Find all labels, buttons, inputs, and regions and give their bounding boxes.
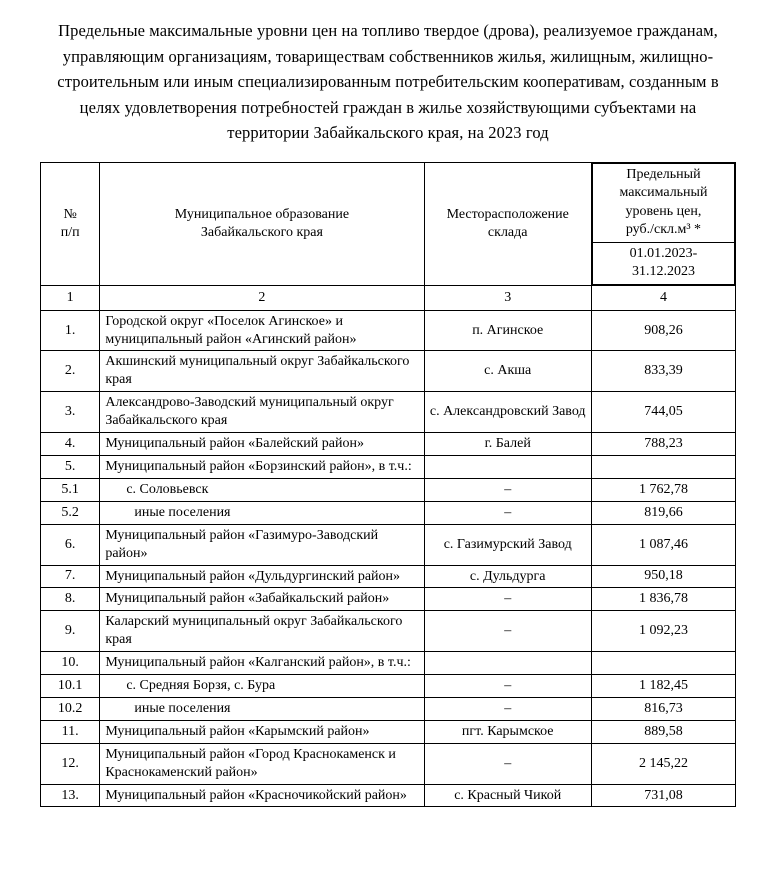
column-number-row bbox=[41, 285, 736, 310]
row-number: 11. bbox=[41, 720, 100, 743]
table-row bbox=[41, 455, 736, 478]
row-price: 2 145,22 bbox=[591, 743, 735, 784]
row-number: 10. bbox=[41, 652, 100, 675]
row-location bbox=[424, 455, 591, 478]
row-number: 8. bbox=[41, 588, 100, 611]
header-number-line1: № bbox=[63, 206, 77, 222]
table-row bbox=[41, 524, 736, 565]
header-cell-location bbox=[424, 162, 591, 285]
header-row bbox=[41, 162, 736, 285]
row-location: с. Дульдурга bbox=[424, 565, 591, 588]
row-location: с. Акша bbox=[424, 351, 591, 392]
row-location: пгт. Карымское bbox=[424, 720, 591, 743]
header-cell-number bbox=[41, 162, 100, 285]
row-number: 5.2 bbox=[41, 501, 100, 524]
header-price-period bbox=[592, 242, 734, 284]
table-row bbox=[41, 433, 736, 456]
table-row bbox=[41, 392, 736, 433]
header-price-title-row bbox=[592, 163, 734, 242]
table-row bbox=[41, 565, 736, 588]
row-number: 6. bbox=[41, 524, 100, 565]
row-price bbox=[591, 652, 735, 675]
header-cell-price bbox=[591, 162, 735, 285]
row-number: 5.1 bbox=[41, 478, 100, 501]
row-municipality: иные поселения bbox=[100, 697, 424, 720]
header-location-line2: склада bbox=[487, 224, 528, 240]
page-title: Предельные максимальные уровни цен на топливо твердое (дрова), реализуемое гражданам, управляющим организациям, товариществам собственников жилья, жилищным, жилищно-строительным или иным специализированным потребительским кооперативам, созданным в целях удовлетворения потребностей граждан в жилье хозяйствующими субъектами на территории Забайкальского края, на 2023 год bbox=[57, 21, 719, 143]
row-location: – bbox=[424, 675, 591, 698]
row-price: 833,39 bbox=[591, 351, 735, 392]
table-body bbox=[41, 310, 736, 807]
column-number-3: 3 bbox=[424, 285, 591, 310]
row-municipality: Акшинский муниципальный округ Забайкальского края bbox=[100, 351, 424, 392]
header-price-title bbox=[592, 163, 734, 242]
header-price-line3: уровень цен, bbox=[625, 203, 702, 219]
row-municipality: Каларский муниципальный округ Забайкальского края bbox=[100, 611, 424, 652]
row-price: 816,73 bbox=[591, 697, 735, 720]
price-table bbox=[40, 162, 736, 808]
table-row bbox=[41, 784, 736, 807]
row-price: 908,26 bbox=[591, 310, 735, 351]
row-price: 1 092,23 bbox=[591, 611, 735, 652]
row-location: – bbox=[424, 611, 591, 652]
row-municipality: Муниципальный район «Красночикойский район» bbox=[100, 784, 424, 807]
row-municipality: Муниципальный район «Дульдургинский район» bbox=[100, 565, 424, 588]
row-number: 1. bbox=[41, 310, 100, 351]
row-number: 3. bbox=[41, 392, 100, 433]
row-price: 1 836,78 bbox=[591, 588, 735, 611]
row-price: 819,66 bbox=[591, 501, 735, 524]
row-price: 1 762,78 bbox=[591, 478, 735, 501]
row-location: с. Александровский Завод bbox=[424, 392, 591, 433]
row-price: 788,23 bbox=[591, 433, 735, 456]
row-number: 5. bbox=[41, 455, 100, 478]
row-price: 731,08 bbox=[591, 784, 735, 807]
table-row bbox=[41, 351, 736, 392]
row-number: 4. bbox=[41, 433, 100, 456]
row-location: г. Балей bbox=[424, 433, 591, 456]
row-number: 13. bbox=[41, 784, 100, 807]
row-municipality: с. Средняя Борзя, с. Бура bbox=[100, 675, 424, 698]
row-number: 12. bbox=[41, 743, 100, 784]
header-municipality-line1: Муниципальное образование bbox=[174, 206, 350, 222]
header-number-line2: п/п bbox=[60, 224, 80, 240]
table-row bbox=[41, 675, 736, 698]
row-municipality: Муниципальный район «Борзинский район», в т.ч.: bbox=[100, 455, 424, 478]
header-municipality-line2: Забайкальского края bbox=[200, 224, 323, 240]
row-location: – bbox=[424, 697, 591, 720]
column-number-1: 1 bbox=[41, 285, 100, 310]
row-location: с. Красный Чикой bbox=[424, 784, 591, 807]
column-number-2: 2 bbox=[100, 285, 424, 310]
row-municipality: Александрово-Заводский муниципальный округ Забайкальского края bbox=[100, 392, 424, 433]
column-number-4: 4 bbox=[591, 285, 735, 310]
table-row bbox=[41, 478, 736, 501]
table-row bbox=[41, 501, 736, 524]
row-location: – bbox=[424, 588, 591, 611]
row-municipality: Муниципальный район «Балейский район» bbox=[100, 433, 424, 456]
row-municipality: Городской округ «Поселок Агинское» и муниципальный район «Агинский район» bbox=[100, 310, 424, 351]
row-number: 9. bbox=[41, 611, 100, 652]
header-cell-municipality bbox=[100, 162, 424, 285]
row-municipality: Муниципальный район «Город Краснокаменск и Краснокаменский район» bbox=[100, 743, 424, 784]
row-location: – bbox=[424, 743, 591, 784]
table-row bbox=[41, 720, 736, 743]
table-row bbox=[41, 743, 736, 784]
row-location bbox=[424, 652, 591, 675]
row-location: – bbox=[424, 501, 591, 524]
row-price bbox=[591, 455, 735, 478]
table-row bbox=[41, 697, 736, 720]
header-price-period-line2: 31.12.2023 bbox=[631, 264, 695, 280]
header-price-period-line1: 01.01.2023- bbox=[629, 245, 698, 261]
row-location: п. Агинское bbox=[424, 310, 591, 351]
header-location-line1: Месторасположение bbox=[446, 206, 569, 222]
header-price-inner-table bbox=[592, 163, 735, 285]
table-row bbox=[41, 310, 736, 351]
row-price: 744,05 bbox=[591, 392, 735, 433]
table-row bbox=[41, 611, 736, 652]
header-price-line2: максимальный bbox=[619, 185, 708, 201]
table-header bbox=[41, 162, 736, 310]
header-price-period-row bbox=[592, 242, 734, 284]
row-location: с. Газимурский Завод bbox=[424, 524, 591, 565]
row-municipality: Муниципальный район «Калганский район», в т.ч.: bbox=[100, 652, 424, 675]
row-number: 10.1 bbox=[41, 675, 100, 698]
row-price: 1 182,45 bbox=[591, 675, 735, 698]
row-number: 10.2 bbox=[41, 697, 100, 720]
row-number: 2. bbox=[41, 351, 100, 392]
header-price-line1: Предельный bbox=[626, 166, 701, 182]
row-price: 950,18 bbox=[591, 565, 735, 588]
table-row bbox=[41, 652, 736, 675]
row-price: 889,58 bbox=[591, 720, 735, 743]
row-municipality: с. Соловьевск bbox=[100, 478, 424, 501]
row-location: – bbox=[424, 478, 591, 501]
row-municipality: иные поселения bbox=[100, 501, 424, 524]
row-price: 1 087,46 bbox=[591, 524, 735, 565]
row-municipality: Муниципальный район «Забайкальский район» bbox=[100, 588, 424, 611]
table-row bbox=[41, 588, 736, 611]
header-price-line4: руб./скл.м³ * bbox=[625, 222, 702, 238]
row-number: 7. bbox=[41, 565, 100, 588]
row-municipality: Муниципальный район «Газимуро-Заводский район» bbox=[100, 524, 424, 565]
row-municipality: Муниципальный район «Карымский район» bbox=[100, 720, 424, 743]
